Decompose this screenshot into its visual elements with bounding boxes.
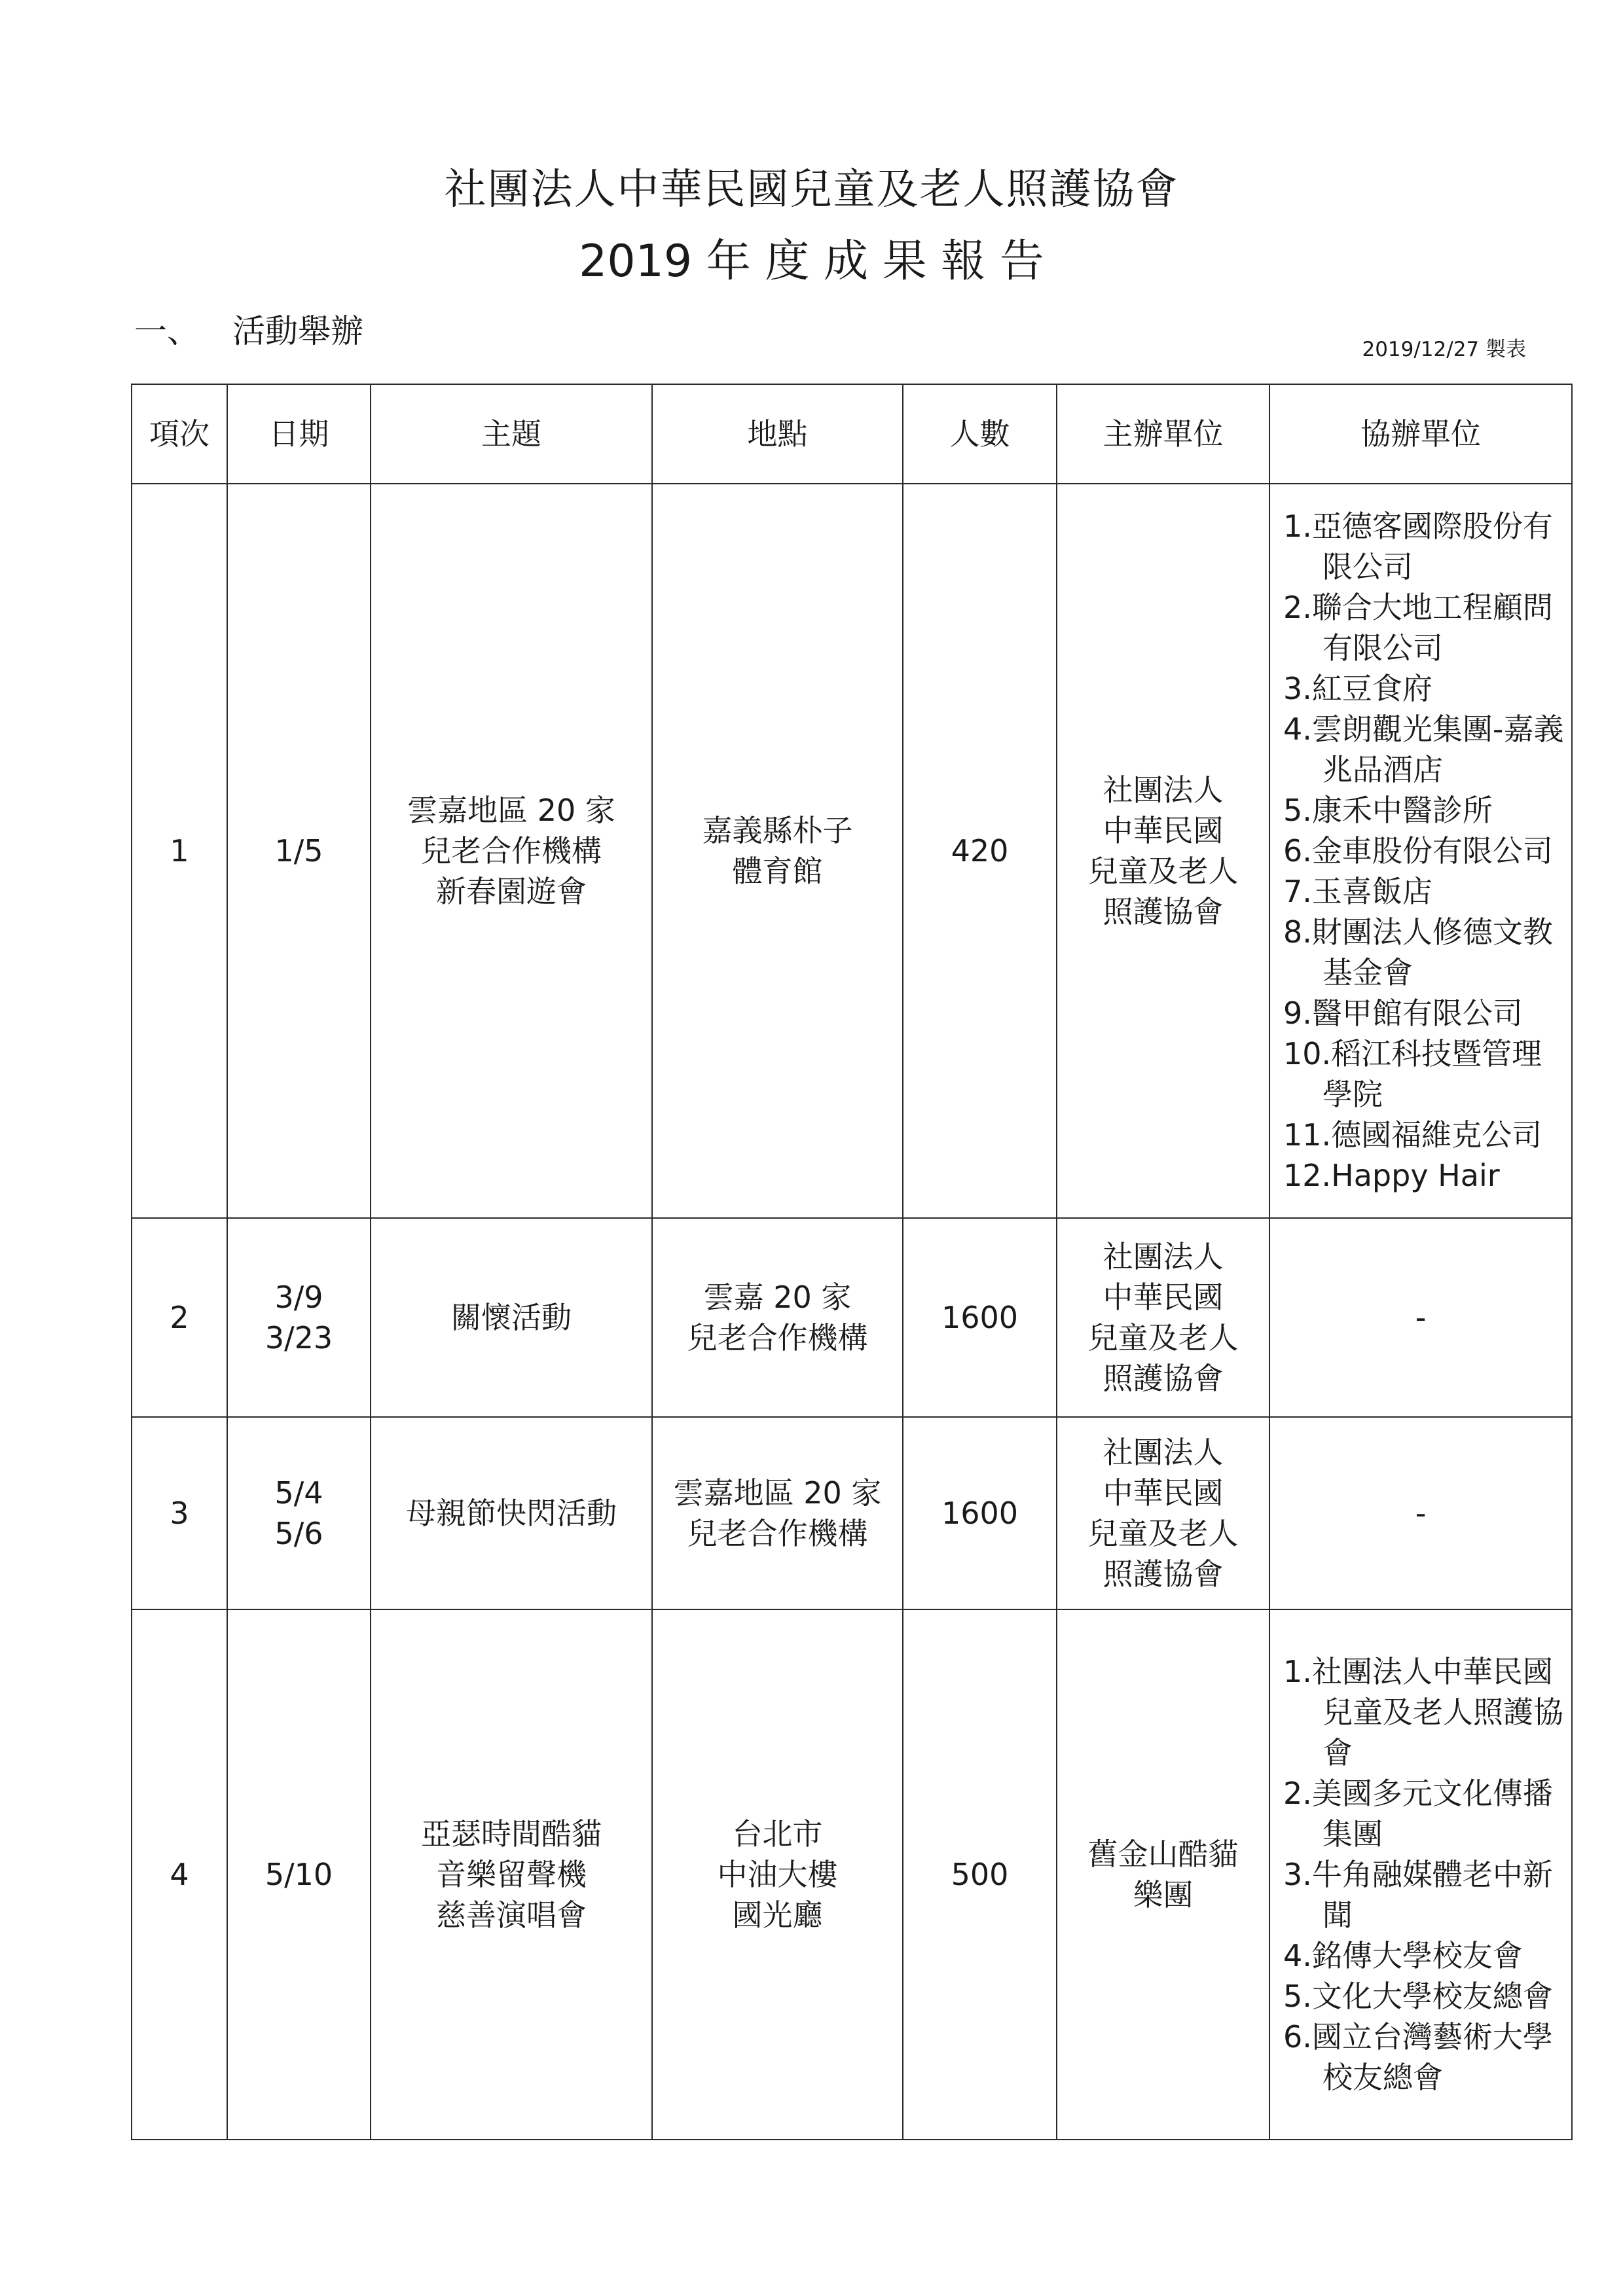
cell-count: 500 (903, 1609, 1057, 2140)
cell-co-organizers (1269, 1609, 1572, 2140)
header-location: 地點 (652, 384, 903, 484)
cell-topic (371, 1218, 652, 1417)
header-no: 項次 (132, 384, 227, 484)
cell-location (652, 1218, 903, 1417)
location-text: 雲嘉地區 20 家 兒老合作機構 (673, 1475, 882, 1551)
header-organizer: 主辦單位 (1057, 384, 1269, 484)
topic-text: 關懷活動 (451, 1300, 572, 1335)
list-item: 10.稻江科技暨管理學院 (1283, 1036, 1542, 1112)
cell-topic (371, 1417, 652, 1609)
cell-no: 1 (132, 484, 227, 1218)
cell-topic (371, 484, 652, 1218)
list-item: 12.Happy Hair (1283, 1158, 1500, 1193)
section-title: 活動舉辦 (232, 312, 363, 350)
cell-topic (371, 1609, 652, 2140)
cell-count: 1600 (903, 1417, 1057, 1609)
header-topic: 主題 (371, 384, 652, 484)
cell-organizer (1057, 1417, 1269, 1609)
list-item: 9.醫甲館有限公司 (1283, 996, 1523, 1031)
list-item: 5.文化大學校友總會 (1283, 1979, 1553, 2014)
cell-count: 420 (903, 484, 1057, 1218)
cell-date: 1/5 (227, 484, 371, 1218)
list-item: 8.財團法人修德文教基金會 (1283, 914, 1553, 990)
date-text: 3/9 3/23 (264, 1280, 333, 1355)
cell-co-organizers (1269, 484, 1572, 1218)
list-item: 2.聯合大地工程顧問有限公司 (1283, 590, 1553, 666)
list-item: 5.康禾中醫診所 (1283, 793, 1493, 828)
list-item: 7.玉喜飯店 (1283, 874, 1432, 909)
cell-organizer (1057, 1218, 1269, 1417)
cell-location (652, 484, 903, 1218)
cell-organizer (1057, 484, 1269, 1218)
table-row (132, 1218, 1572, 1417)
made-date: 2019/12/27 製表 (1362, 338, 1526, 361)
cell-count: 1600 (903, 1218, 1057, 1417)
section-number: 一、 (134, 312, 200, 350)
table-row (132, 1417, 1572, 1609)
list-item: 11.德國福維克公司 (1283, 1117, 1542, 1153)
list-item: 6.國立台灣藝術大學校友總會 (1283, 2019, 1553, 2095)
table-row (132, 484, 1572, 1218)
list-item: 3.紅豆食府 (1283, 671, 1432, 706)
topic-text: 亞瑟時間酷貓 音樂留聲機 慈善演唱會 (421, 1816, 602, 1933)
cell-date (227, 1417, 371, 1609)
cell-co-organizers: - (1269, 1417, 1572, 1609)
cell-no: 4 (132, 1609, 227, 2140)
list-item: 1.社團法人中華民國兒童及老人照護協會 (1283, 1654, 1563, 1770)
topic-text: 雲嘉地區 20 家 兒老合作機構 新春園遊會 (407, 793, 615, 909)
list-item: 3.牛角融媒體老中新聞 (1283, 1857, 1553, 1933)
location-text: 嘉義縣朴子 體育館 (702, 813, 853, 889)
organizer-text: 舊金山酷貓 樂團 (1087, 1837, 1239, 1912)
cell-date: 5/10 (227, 1609, 371, 2140)
organizer-text: 社團法人 中華民國 兒童及老人 照護協會 (1087, 1435, 1239, 1592)
header-co-organizer: 協辦單位 (1269, 384, 1572, 484)
cell-co-organizers: - (1269, 1218, 1572, 1417)
organizer-text: 社團法人 中華民國 兒童及老人 照護協會 (1087, 1239, 1239, 1396)
header-date: 日期 (227, 384, 371, 484)
cell-location (652, 1609, 903, 2140)
cell-organizer (1057, 1609, 1269, 2140)
cell-no: 2 (132, 1218, 227, 1417)
list-item: 4.銘傳大學校友會 (1283, 1938, 1523, 1973)
cell-no: 3 (132, 1417, 227, 1609)
table-header-row (132, 384, 1572, 484)
list-item: 6.金車股份有限公司 (1283, 833, 1553, 869)
date-text: 5/4 5/6 (274, 1475, 323, 1551)
co-organizer-list (1283, 506, 1569, 1196)
list-item: 2.美國多元文化傳播集團 (1283, 1776, 1553, 1852)
report-subtitle: 2019 年 度 成 果 報 告 (579, 236, 1044, 287)
cell-date (227, 1218, 371, 1417)
header-count: 人數 (903, 384, 1057, 484)
list-item: 4.雲朗觀光集團-嘉義兆品酒店 (1283, 711, 1564, 787)
activities-table (131, 384, 1573, 2140)
location-text: 台北市 中油大樓 國光廳 (717, 1816, 838, 1933)
document-title: 社團法人中華民國兒童及老人照護協會 (444, 166, 1179, 214)
table-row (132, 1609, 1572, 2140)
topic-text: 母親節快閃活動 (406, 1496, 617, 1531)
section-heading (134, 305, 363, 352)
organizer-text: 社團法人 中華民國 兒童及老人 照護協會 (1087, 772, 1239, 929)
location-text: 雲嘉 20 家 兒老合作機構 (687, 1280, 868, 1355)
co-organizer-list (1283, 1651, 1569, 2098)
list-item: 1.亞德客國際股份有限公司 (1283, 509, 1553, 584)
cell-location (652, 1417, 903, 1609)
